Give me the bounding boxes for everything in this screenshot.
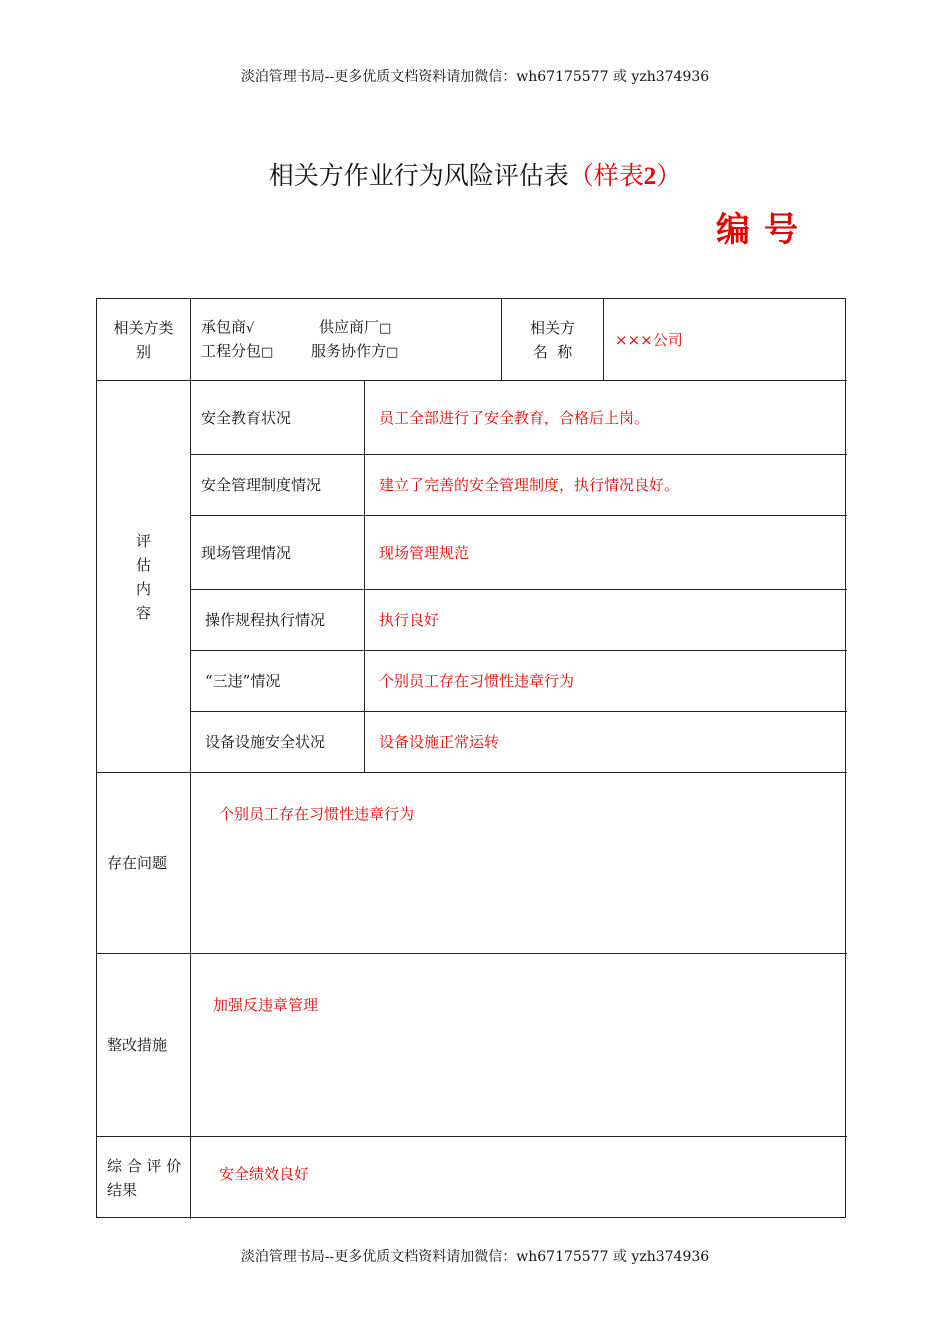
option-service-partner[interactable]: 服务协作方□	[311, 342, 399, 360]
footer-note: 淡泊管理书局--更多优质文档资料请加微信：wh67175577 或 yzh374936	[240, 1249, 710, 1265]
eval-result-equipment-safety: 设备设施正常运转	[379, 733, 500, 751]
party-type-options	[201, 313, 501, 365]
column-divider	[364, 380, 365, 772]
measures-label: 整改措施	[107, 1036, 168, 1054]
eval-item-site-management: 现场管理情况	[201, 543, 292, 562]
eval-result-site-management: 现场管理规范	[379, 543, 470, 562]
row-divider	[97, 953, 847, 954]
checkbox-icon: □	[386, 345, 399, 360]
eval-result-safety-education: 员工全部进行了安全教育，合格后上岗。	[379, 408, 650, 427]
party-name-value: ×××公司	[615, 330, 683, 349]
eval-item-procedure-compliance: 操作规程执行情况	[205, 611, 326, 629]
eval-result-procedure-compliance: 执行良好	[379, 611, 440, 629]
column-divider	[190, 299, 191, 1219]
eval-item-three-violations: “三违”情况	[205, 672, 281, 690]
option-supplier[interactable]: 供应商厂□	[319, 318, 392, 336]
overall-label: 综 合 评 价 结果	[107, 1157, 182, 1199]
serial-number-label: 编号	[716, 210, 812, 250]
evaluation-section-label: 评 估 内 容	[135, 531, 151, 622]
issues-label: 存在问题	[107, 854, 168, 872]
title-sample-close: ）	[656, 161, 682, 190]
page-title	[0, 156, 950, 192]
column-divider	[603, 299, 604, 380]
assessment-form-table	[96, 298, 846, 1218]
overall-value: 安全绩效良好	[219, 1165, 310, 1183]
measures-value: 加强反违章管理	[213, 996, 319, 1014]
header-note: 淡泊管理书局--更多优质文档资料请加微信：wh67175577 或 yzh374936	[240, 69, 710, 85]
party-name-label: 相关方 名 称	[529, 318, 575, 361]
checkbox-icon: □	[261, 345, 274, 360]
option-contractor[interactable]: 承包商√	[201, 318, 255, 336]
title-main: 相关方作业行为风险评估表	[268, 161, 569, 190]
issues-value: 个别员工存在习惯性违章行为	[219, 805, 415, 823]
eval-item-management-system: 安全管理制度情况	[201, 476, 322, 494]
checkbox-icon: □	[379, 321, 392, 336]
eval-item-safety-education: 安全教育状况	[201, 408, 292, 427]
eval-item-equipment-safety: 设备设施安全状况	[205, 733, 326, 751]
party-type-label: 相关方类 别	[113, 318, 174, 361]
eval-result-three-violations: 个别员工存在习惯性违章行为	[379, 672, 575, 690]
title-sample-open: （样表	[568, 161, 644, 190]
row-divider	[97, 772, 847, 773]
option-subcontract[interactable]: 工程分包□	[201, 342, 274, 360]
checkmark-icon: √	[246, 321, 255, 336]
title-sample-number: 2	[643, 163, 657, 190]
eval-result-management-system: 建立了完善的安全管理制度，执行情况良好。	[379, 476, 680, 494]
